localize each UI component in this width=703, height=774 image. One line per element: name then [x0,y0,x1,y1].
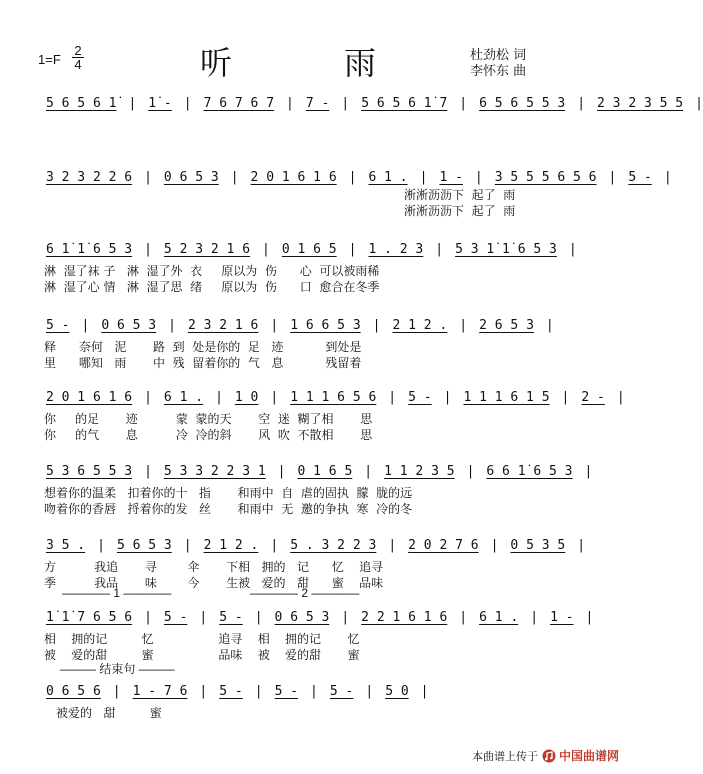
measure: 6 1̇ 1̇ 6 5 3 [46,241,133,257]
measure: 2 6 5 3 [479,317,534,333]
time-signature-bottom: 4 [74,57,82,72]
notation-row-7 [44,534,604,556]
barline: | [168,317,176,333]
measure: 5 - [219,609,243,625]
barline: | [443,389,452,405]
barline: | [459,95,468,111]
barline: | [577,95,586,111]
barline: | [254,609,263,625]
notation-row-6 [44,460,604,482]
notation-row-9 [44,680,429,702]
measure: 1 0 [234,389,259,405]
barline: | [530,609,539,625]
site-logo[interactable] [542,747,619,764]
barline: | [608,169,617,185]
measure: 0 5 3 5 [510,537,566,553]
lyric-row-5-verse-1: 你 的足 迹 蒙 蒙的天 空 迷 糊了相 思 [44,412,373,426]
measure: 1̇ 1̇ 7 6 5 6 [46,609,133,625]
barline: | [372,317,381,333]
notation-row-2 [44,166,672,188]
measure: 2 0 2 7 6 [408,537,479,553]
measure: 2 1 2 . [203,537,259,553]
barline: | [419,169,428,185]
measure: 0 1 6 5 [297,463,353,479]
measure: 0 6 5 6 [46,683,101,699]
barline: | [459,609,468,625]
time-signature [72,44,84,71]
upload-text: 本曲谱上传于 [471,749,538,763]
barline: | [144,389,152,405]
barline: | [577,537,586,553]
measure: 0 6 5 3 [163,169,219,185]
lyric-row-6-verse-2: 吻着你的香唇 捋着你的发 丝 和雨中 无 邀的争执 寒 冷的冬 [44,502,413,516]
measure: 2 1 2 . [392,317,448,333]
measure: 2 0 1 6 1 6 [46,389,133,405]
barline: | [270,389,279,405]
barline: | [144,169,152,185]
barline: | [490,537,499,553]
notation-row-5 [44,386,625,408]
barline: | [663,169,672,185]
footer-credit [472,747,619,764]
lyric-row-9: 被爱的 甜 蜜 [56,706,162,720]
volta-first-ending: ———— 1 ———— [62,586,172,600]
lyric-row-7-verse-2: 季 我品 味 今 生被 爱的 甜 蜜 品味 [44,576,384,590]
measure: 6 1 . [163,389,204,405]
measure: 5 3 3 2 2 3 1 [163,463,266,479]
barline: | [435,241,444,257]
lyric-row-3-verse-2: 淋 湿了心 情 淋 湿了思 绪 原以为 伤 口 愈合在冬季 [44,280,380,294]
barline: | [183,95,192,111]
lyric-row-3-verse-1: 淋 湿了袜 子 淋 湿了外 衣 原以为 伤 心 可以被雨稀 [44,264,380,278]
measure: 5 - [163,609,188,625]
barline: | [128,95,137,111]
measure: 5 3 1̇ 1̇ 6 5 3 [455,241,557,257]
song-title: 听 雨 [200,44,417,82]
barline: | [348,169,357,185]
lyricist-credit: 杜劲松 词 [470,48,527,63]
barline: | [144,609,152,625]
lyric-row-8-verse-1: 相 拥的记 忆 追寻 相 拥的记 忆 [44,632,360,646]
key-signature: 1=F [38,52,61,67]
lyric-row-4-verse-1: 释 奈何 泥 路 到 处是你的 足 迹 到处是 [44,340,362,354]
measure: 1 1 1 6 5 6 [290,389,377,405]
measure: 5 . 3 2 2 3 [290,537,377,553]
measure: 5 0 [385,683,409,699]
lyric-row-4-verse-2: 里 哪知 雨 中 残 留着你的 气 息 残留着 [44,356,362,370]
measure: 2 3 2 1 6 [187,317,259,333]
barline: | [341,95,350,111]
lyric-row-6-verse-1: 想着你的温柔 扣着你的十 指 和雨中 自 虐的固执 朦 胧的远 [44,486,413,500]
music-note-icon [542,749,556,763]
measure: 5 2 3 2 1 6 [163,241,251,257]
barline: | [695,95,703,111]
barline: | [286,95,294,111]
measure: 2 0 1 6 1 6 [250,169,337,185]
measure: 0 6 5 3 [274,609,330,625]
barline: | [474,169,483,185]
barline: | [112,683,121,699]
barline: | [420,683,429,699]
measure: 6 6 1̇ 6 5 3 [486,463,573,479]
measure: 2 2 1 6 1 6 [361,609,448,625]
measure: 3 5 . [46,537,86,553]
measure: 1 . 2 3 [368,241,424,257]
measure: 5 - [329,683,354,699]
measure: 1 - [439,169,463,185]
measure: 7 - [305,95,330,111]
lyric-row-7-verse-1: 方 我追 寻 伞 下相 拥的 记 忆 追寻 [44,560,384,574]
time-signature-top: 2 [72,44,84,58]
barline: | [81,317,90,333]
notation-row-4 [44,314,604,336]
measure: 1 1 1 6 1 5 [463,389,550,405]
barline: | [561,389,570,405]
notation-row-8 [44,606,604,628]
measure: 3 2 3 2 2 6 [46,169,133,185]
barline: | [388,389,397,405]
site-name: 中国曲谱网 [558,749,619,763]
measure: 7 6 7 6 7 [203,95,275,111]
measure: 1 - [550,609,574,625]
barline: | [270,537,279,553]
measure: 2 3 2 3 5 5 [597,95,684,111]
barline: | [341,609,350,625]
lyric-row-5-verse-2: 你 的气 息 冷 冷的斜 风 吹 不散相 思 [44,428,373,442]
measure: 5 - [46,317,70,333]
barline: | [365,683,374,699]
barline: | [545,317,554,333]
barline: | [364,463,373,479]
barline: | [144,463,152,479]
barline: | [466,463,475,479]
measure: 5 6 5 3 [116,537,172,553]
ending-label: ——— 结束句 ——— [60,662,175,676]
barline: | [348,241,357,257]
measure: 5 6 5 6 1̇ 7 [361,95,448,111]
measure: 1 - 7 6 [132,683,188,699]
barline: | [254,683,263,699]
barline: | [262,241,270,257]
measure: 6 5 6 5 5 3 [479,95,566,111]
notation-row-3 [44,238,604,260]
measure: 6 1 . [479,609,519,625]
lyric-row-2-verse-1: 淅淅沥沥下 起了 雨 [404,188,516,202]
measure: 0 6 5 3 [101,317,157,333]
measure: 1 1 2 3 5 [384,463,455,479]
barline: | [459,317,468,333]
barline: | [144,241,152,257]
barline: | [388,537,397,553]
measure: 0 1 6 5 [281,241,337,257]
lyric-row-8-verse-2: 被 爱的甜 蜜 品味 被 爱的甜 蜜 [44,648,360,662]
lyric-row-2-verse-2: 淅淅沥沥下 起了 雨 [404,204,516,218]
measure: 6 1 . [368,169,408,185]
barline: | [277,463,286,479]
barline: | [584,463,593,479]
measure: 5 - [274,683,299,699]
barline: | [183,537,192,553]
barline: | [270,317,279,333]
barline: | [199,609,208,625]
measure: 2 - [581,389,605,405]
barline: | [616,389,625,405]
notation-row-1 [44,92,703,114]
measure: 5 - [628,169,652,185]
barline: | [230,169,239,185]
measure: 5 6 5 6 1̇ [46,95,117,111]
measure: 1̇ - [148,95,172,111]
measure: 5 - [219,683,243,699]
measure: 5 - [408,389,432,405]
barline: | [97,537,105,553]
barline: | [310,683,318,699]
measure: 5 3 6 5 5 3 [46,463,133,479]
barline: | [585,609,594,625]
barline: | [199,683,208,699]
volta-second-ending: ———— 2 ———— [250,586,360,600]
barline: | [568,241,577,257]
barline: | [215,389,223,405]
composer-credit: 李怀东 曲 [470,64,527,79]
measure: 1 6 6 5 3 [290,317,361,333]
measure: 3 5 5 5 6 5 6 [494,169,597,185]
